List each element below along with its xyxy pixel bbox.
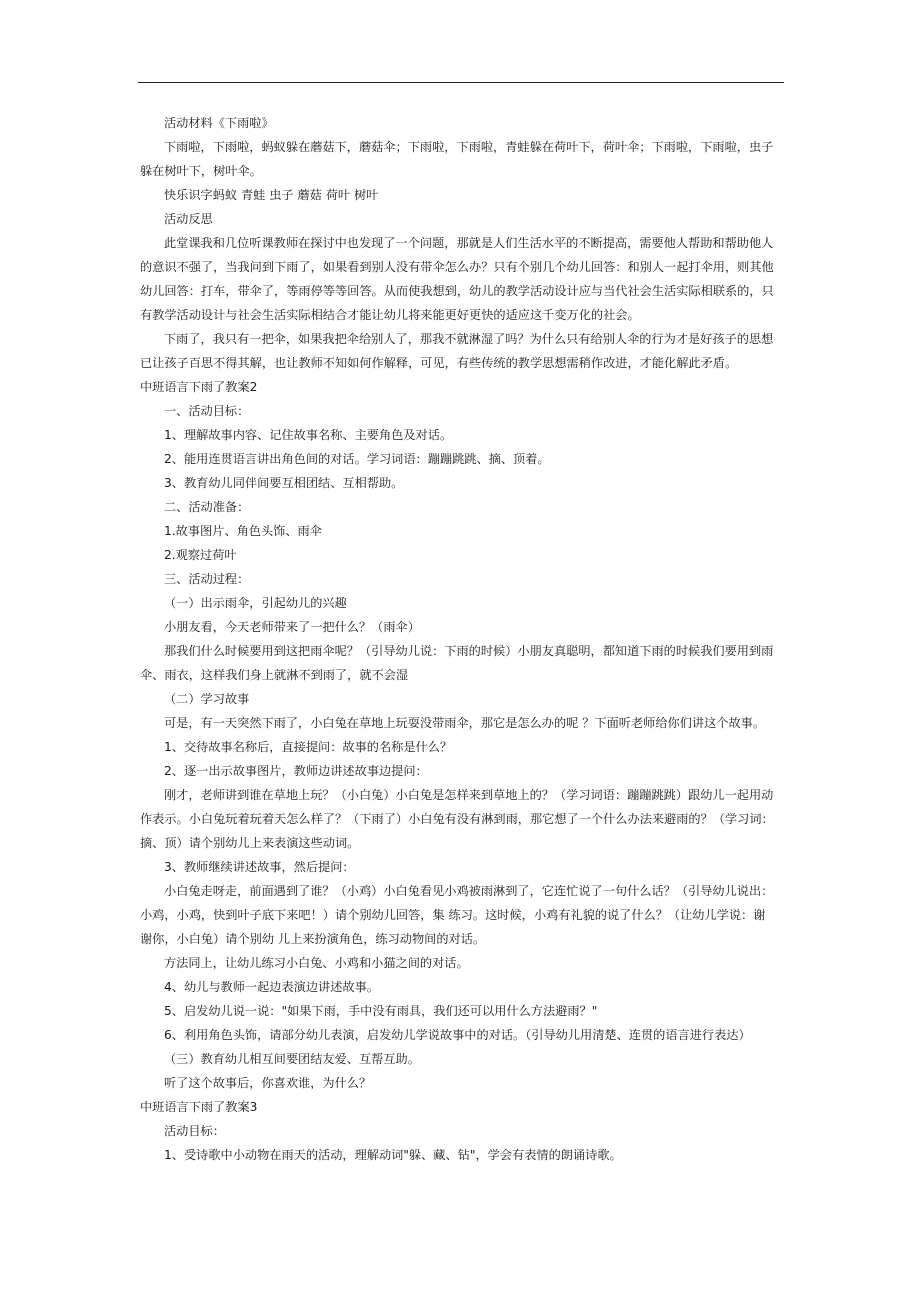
text-line: 谢你，小白兔）请个别幼 儿上来扮演角色，练习动物间的对话。 xyxy=(140,932,486,946)
list-item: 2、逐一出示故事图片，教师边讲述故事边提问： xyxy=(164,764,428,778)
text-line: 此堂课我和几位听课教师在探讨中也发现了一个问题，那就是人们生活水平的不断提高，需要他人帮助和帮助他人 xyxy=(164,236,774,250)
text-line: 伞、雨衣，这样我们身上就淋不到雨了，就不会湿 xyxy=(140,668,409,682)
text-line: 方法同上，让幼儿练习小白兔、小鸡和小猫之间的对话。 xyxy=(164,956,469,970)
text-line: 摘、顶）请个别幼儿上来表演这些动词。 xyxy=(140,836,360,850)
header-rule xyxy=(138,82,784,83)
text-line: 有教学活动设计与社会生活实际相结合才能让幼儿将来能更好更快的适应这千变万化的社会。 xyxy=(140,308,640,322)
text-line: 幼儿回答：打车，带伞了，等雨停等等回答。从而使我想到，幼儿的教学活动设计应与当代社会生活实际相联系的，只 xyxy=(140,284,774,298)
text-line: 刚才，老师讲到谁在草地上玩？（小白兔）小白兔是怎样来到草地上的？（学习词语：蹦蹦跳跳）跟幼儿一起用动 xyxy=(164,788,774,802)
text-line: 听了这个故事后，你喜欢谁，为什么？ xyxy=(164,1076,372,1090)
text-line: 小白兔走呀走，前面遇到了谁？（小鸡）小白兔看见小鸡被雨淋到了，它连忙说了一句什么话？（引导幼儿说出： xyxy=(164,884,774,898)
text-line: 可是，有一天突然下雨了，小白兔在草地上玩耍没带雨伞，那它是怎么办的呢 ？下面听老师给你们讲这个故事。 xyxy=(164,716,766,730)
list-item: 1.故事图片、角色头饰、雨伞 xyxy=(164,524,322,538)
lesson-title-2: 中班语言下雨了教案2 xyxy=(140,380,258,394)
list-item: 1、受诗歌中小动物在雨天的活动，理解动词"躲、藏、钻"，学会有表情的朗诵诗歌。 xyxy=(164,1148,622,1162)
text-line: 小鸡，小鸡，快到叶子底下来吧！）请个别幼儿回答，集 练习。这时候，小鸡有礼貌的说了什么？（让幼儿学说：谢 xyxy=(140,908,766,922)
list-item: 6、利用角色头饰，请部分幼儿表演，启发幼儿学说故事中的对话。（引导幼儿用清楚、连贯的语言进行表达） xyxy=(164,1028,751,1042)
material-title: 活动材料《下雨啦》 xyxy=(164,116,274,130)
list-item: 2、能用连贯语言讲出角色间的对话。学习词语：蹦蹦跳跳、摘、顶着。 xyxy=(164,452,550,466)
text-line: 下雨啦，下雨啦，蚂蚁躲在蘑菇下，蘑菇伞；下雨啦，下雨啦，青蛙躲在荷叶下，荷叶伞；下雨啦，下雨啦，虫子 xyxy=(164,140,774,154)
list-item: 5、启发幼儿说一说："如果下雨，手中没有雨具，我们还可以用什么方法避雨？" xyxy=(164,1004,598,1018)
sub-heading: （三）教育幼儿相互间要团结友爱、互帮互助。 xyxy=(164,1052,420,1066)
section-heading: 三、活动过程： xyxy=(164,572,250,586)
document-body xyxy=(140,111,784,1167)
list-item: 1、交待故事名称后，直接提问：故事的名称是什么？ xyxy=(164,740,453,754)
list-item: 3、教师继续讲述故事，然后提问： xyxy=(164,860,355,874)
list-item: 1、理解故事内容、记住故事名称、主要角色及对话。 xyxy=(164,428,453,442)
section-heading: 活动反思 xyxy=(164,212,213,226)
text-line: 的意识不强了，当我问到下雨了，如果看到别人没有带伞怎么办？只有个别几个幼儿回答：和别人一起打伞用，则其他 xyxy=(140,260,774,274)
section-heading: 二、活动准备： xyxy=(164,500,250,514)
reflection-paragraph-2 xyxy=(140,327,784,375)
text-line: 那我们什么时候要用到这把雨伞呢？（引导幼儿说：下雨的时候）小朋友真聪明，都知道下雨的时候我们要用到雨 xyxy=(164,644,774,658)
text-line: 下雨了，我只有一把伞，如果我把伞给别人了，那我不就淋湿了吗？为什么只有给别人伞的行为才是好孩子的思想 xyxy=(164,332,774,346)
literacy-words: 快乐识字蚂蚁 青蛙 虫子 蘑菇 荷叶 树叶 xyxy=(164,188,379,202)
section-heading: 活动目标： xyxy=(164,1124,225,1138)
poem-paragraph xyxy=(140,135,784,183)
reflection-paragraph-1 xyxy=(140,231,784,327)
list-item: 3、教育幼儿同伴间要互相团结、互相帮助。 xyxy=(164,476,404,490)
lesson-title-3: 中班语言下雨了教案3 xyxy=(140,1100,258,1114)
sub-heading: （一）出示雨伞，引起幼儿的兴趣 xyxy=(164,596,347,610)
process-paragraph-1 xyxy=(140,639,784,687)
process-paragraph-2 xyxy=(140,783,784,855)
text-line: 已让孩子百思不得其解，也让教师不知如何作解释，可见，有些传统的教学思想需稍作改进，才能化解此矛盾。 xyxy=(140,356,738,370)
text-line: 作表示。小白兔玩着玩着天怎么样了？（下雨了）小白兔有没有淋到雨，那它想了一个什么办法来避雨的？（学习词： xyxy=(140,812,774,826)
list-item: 4、幼儿与教师一起边表演边讲述故事。 xyxy=(164,980,379,994)
process-paragraph-3 xyxy=(140,879,784,951)
section-heading: 一、活动目标： xyxy=(164,404,250,418)
text-line: 躲在树叶下，树叶伞。 xyxy=(140,164,262,178)
list-item: 2.观察过荷叶 xyxy=(164,548,237,562)
text-line: 小朋友看，今天老师带来了一把什么？（雨伞） xyxy=(164,620,420,634)
sub-heading: （二）学习故事 xyxy=(164,692,250,706)
